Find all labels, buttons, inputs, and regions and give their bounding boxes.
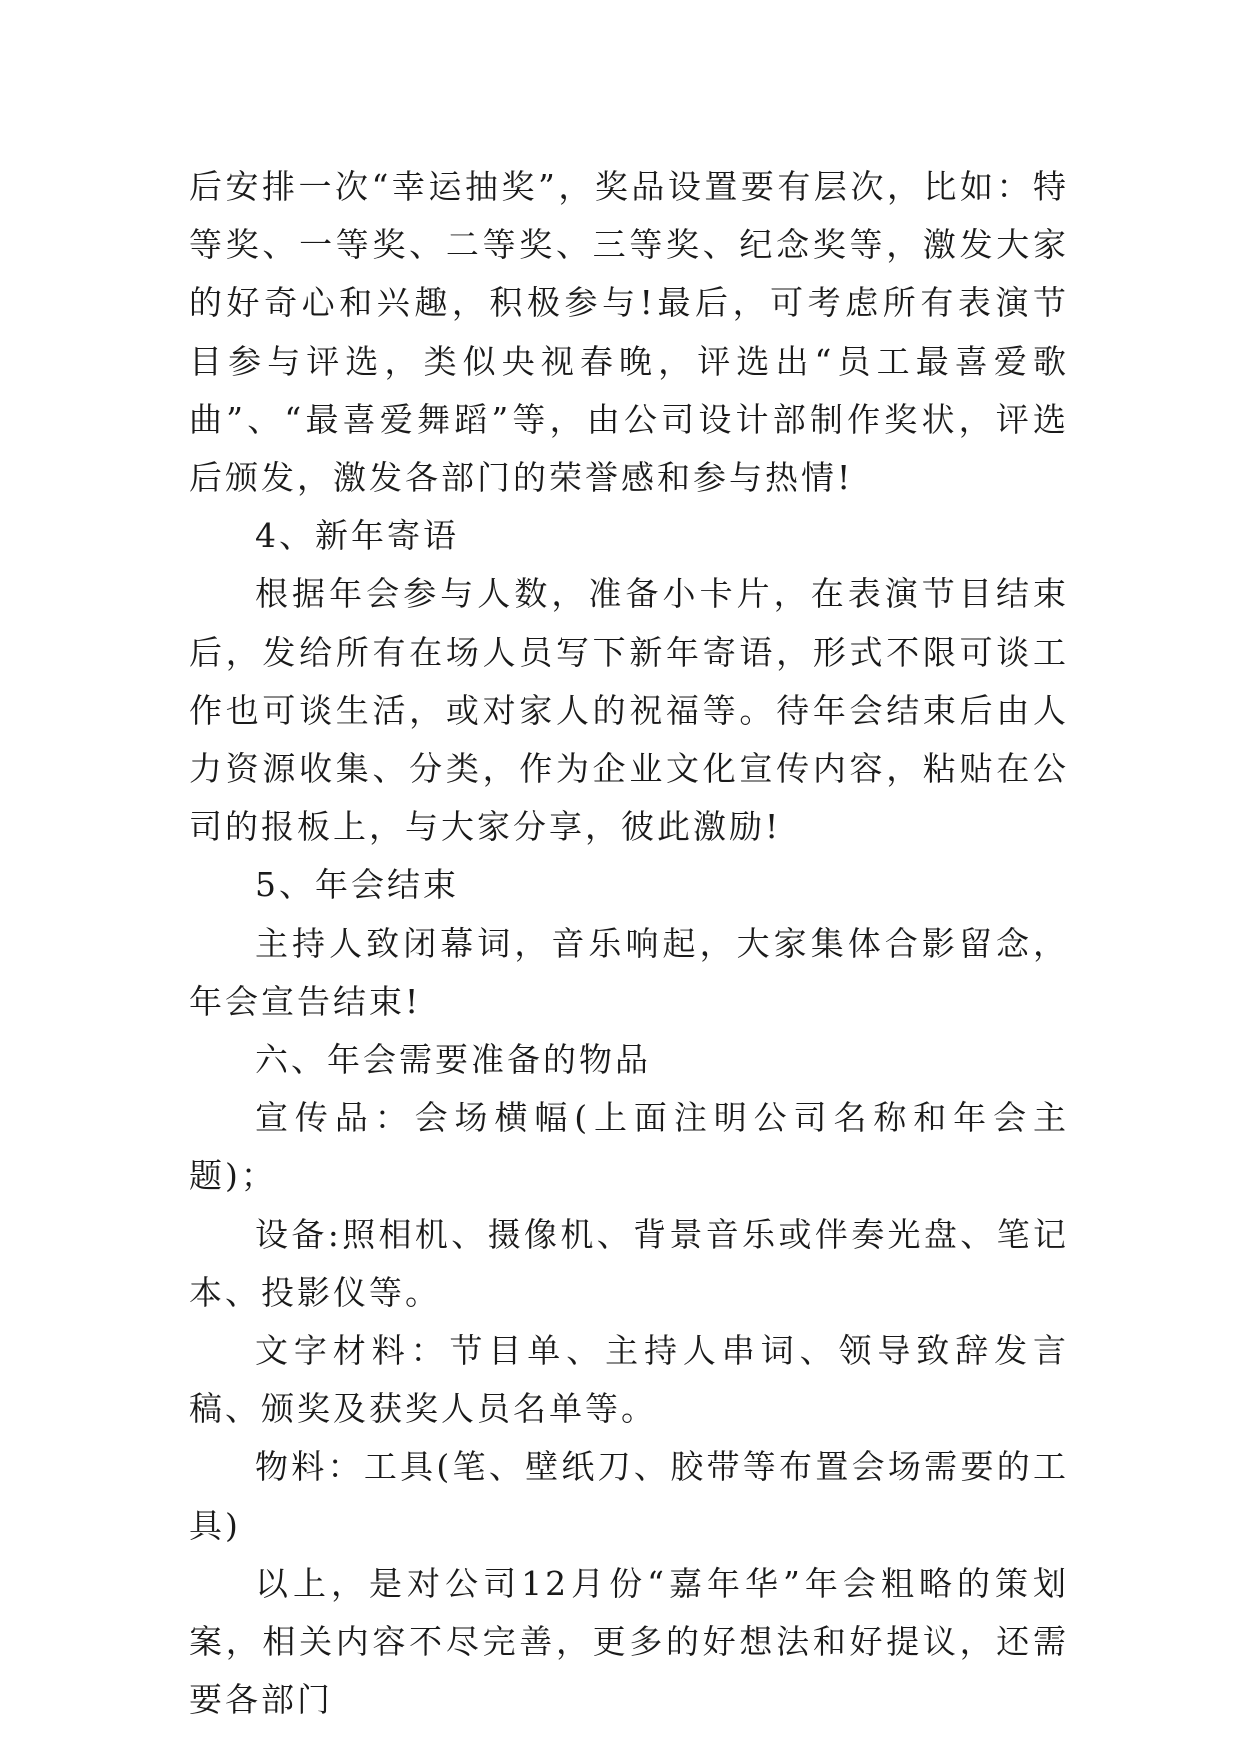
paragraph-conclusion: 以上，是对公司12月份“嘉年华”年会粗略的策划案，相关内容不尽完善，更多的好想法和好提议，还需要各部门	[189, 1563, 1069, 1720]
section-heading-new-year-message: 4、新年寄语	[255, 516, 459, 556]
section-heading-supplies: 六、年会需要准备的物品	[255, 1040, 651, 1080]
paragraph-text-materials: 文字材料：节目单、主持人串词、领导致辞发言稿、颁奖及获奖人员名单等。	[189, 1331, 1069, 1429]
paragraph-lottery-awards: 后安排一次“幸运抽奖”，奖品设置要有层次，比如：特等奖、一等奖、二等奖、三等奖、纪念奖等，激发大家的好奇心和兴趣，积极参与!最后，可考虑所有表演节目参与评选，类似央视春晚，评选出“员工最喜爱歌曲”、“最喜爱舞蹈”等，由公司设计部制作奖状，评选后颁发，激发各部门的荣誉感和参与热情!	[189, 167, 1069, 498]
paragraph-equipment: 设备:照相机、摄像机、背景音乐或伴奏光盘、笔记本、投影仪等。	[189, 1214, 1069, 1312]
section-heading-closing: 5、年会结束	[255, 865, 459, 905]
paragraph-new-year-message: 根据年会参与人数，准备小卡片，在表演节目结束后，发给所有在场人员写下新年寄语，形式不限可谈工作也可谈生活，或对家人的祝福等。待年会结束后由人力资源收集、分类，作为企业文化宣传内容，粘贴在公司的报板上，与大家分享，彼此激励!	[189, 574, 1069, 847]
paragraph-materials-tools: 物料：工具(笔、壁纸刀、胶带等布置会场需要的工具)	[189, 1447, 1069, 1545]
document-body	[189, 158, 1069, 1729]
paragraph-closing: 主持人致闭幕词，音乐响起，大家集体合影留念，年会宣告结束!	[189, 923, 1069, 1021]
paragraph-promo-items: 宣传品：会场横幅(上面注明公司名称和年会主题)；	[189, 1098, 1069, 1196]
